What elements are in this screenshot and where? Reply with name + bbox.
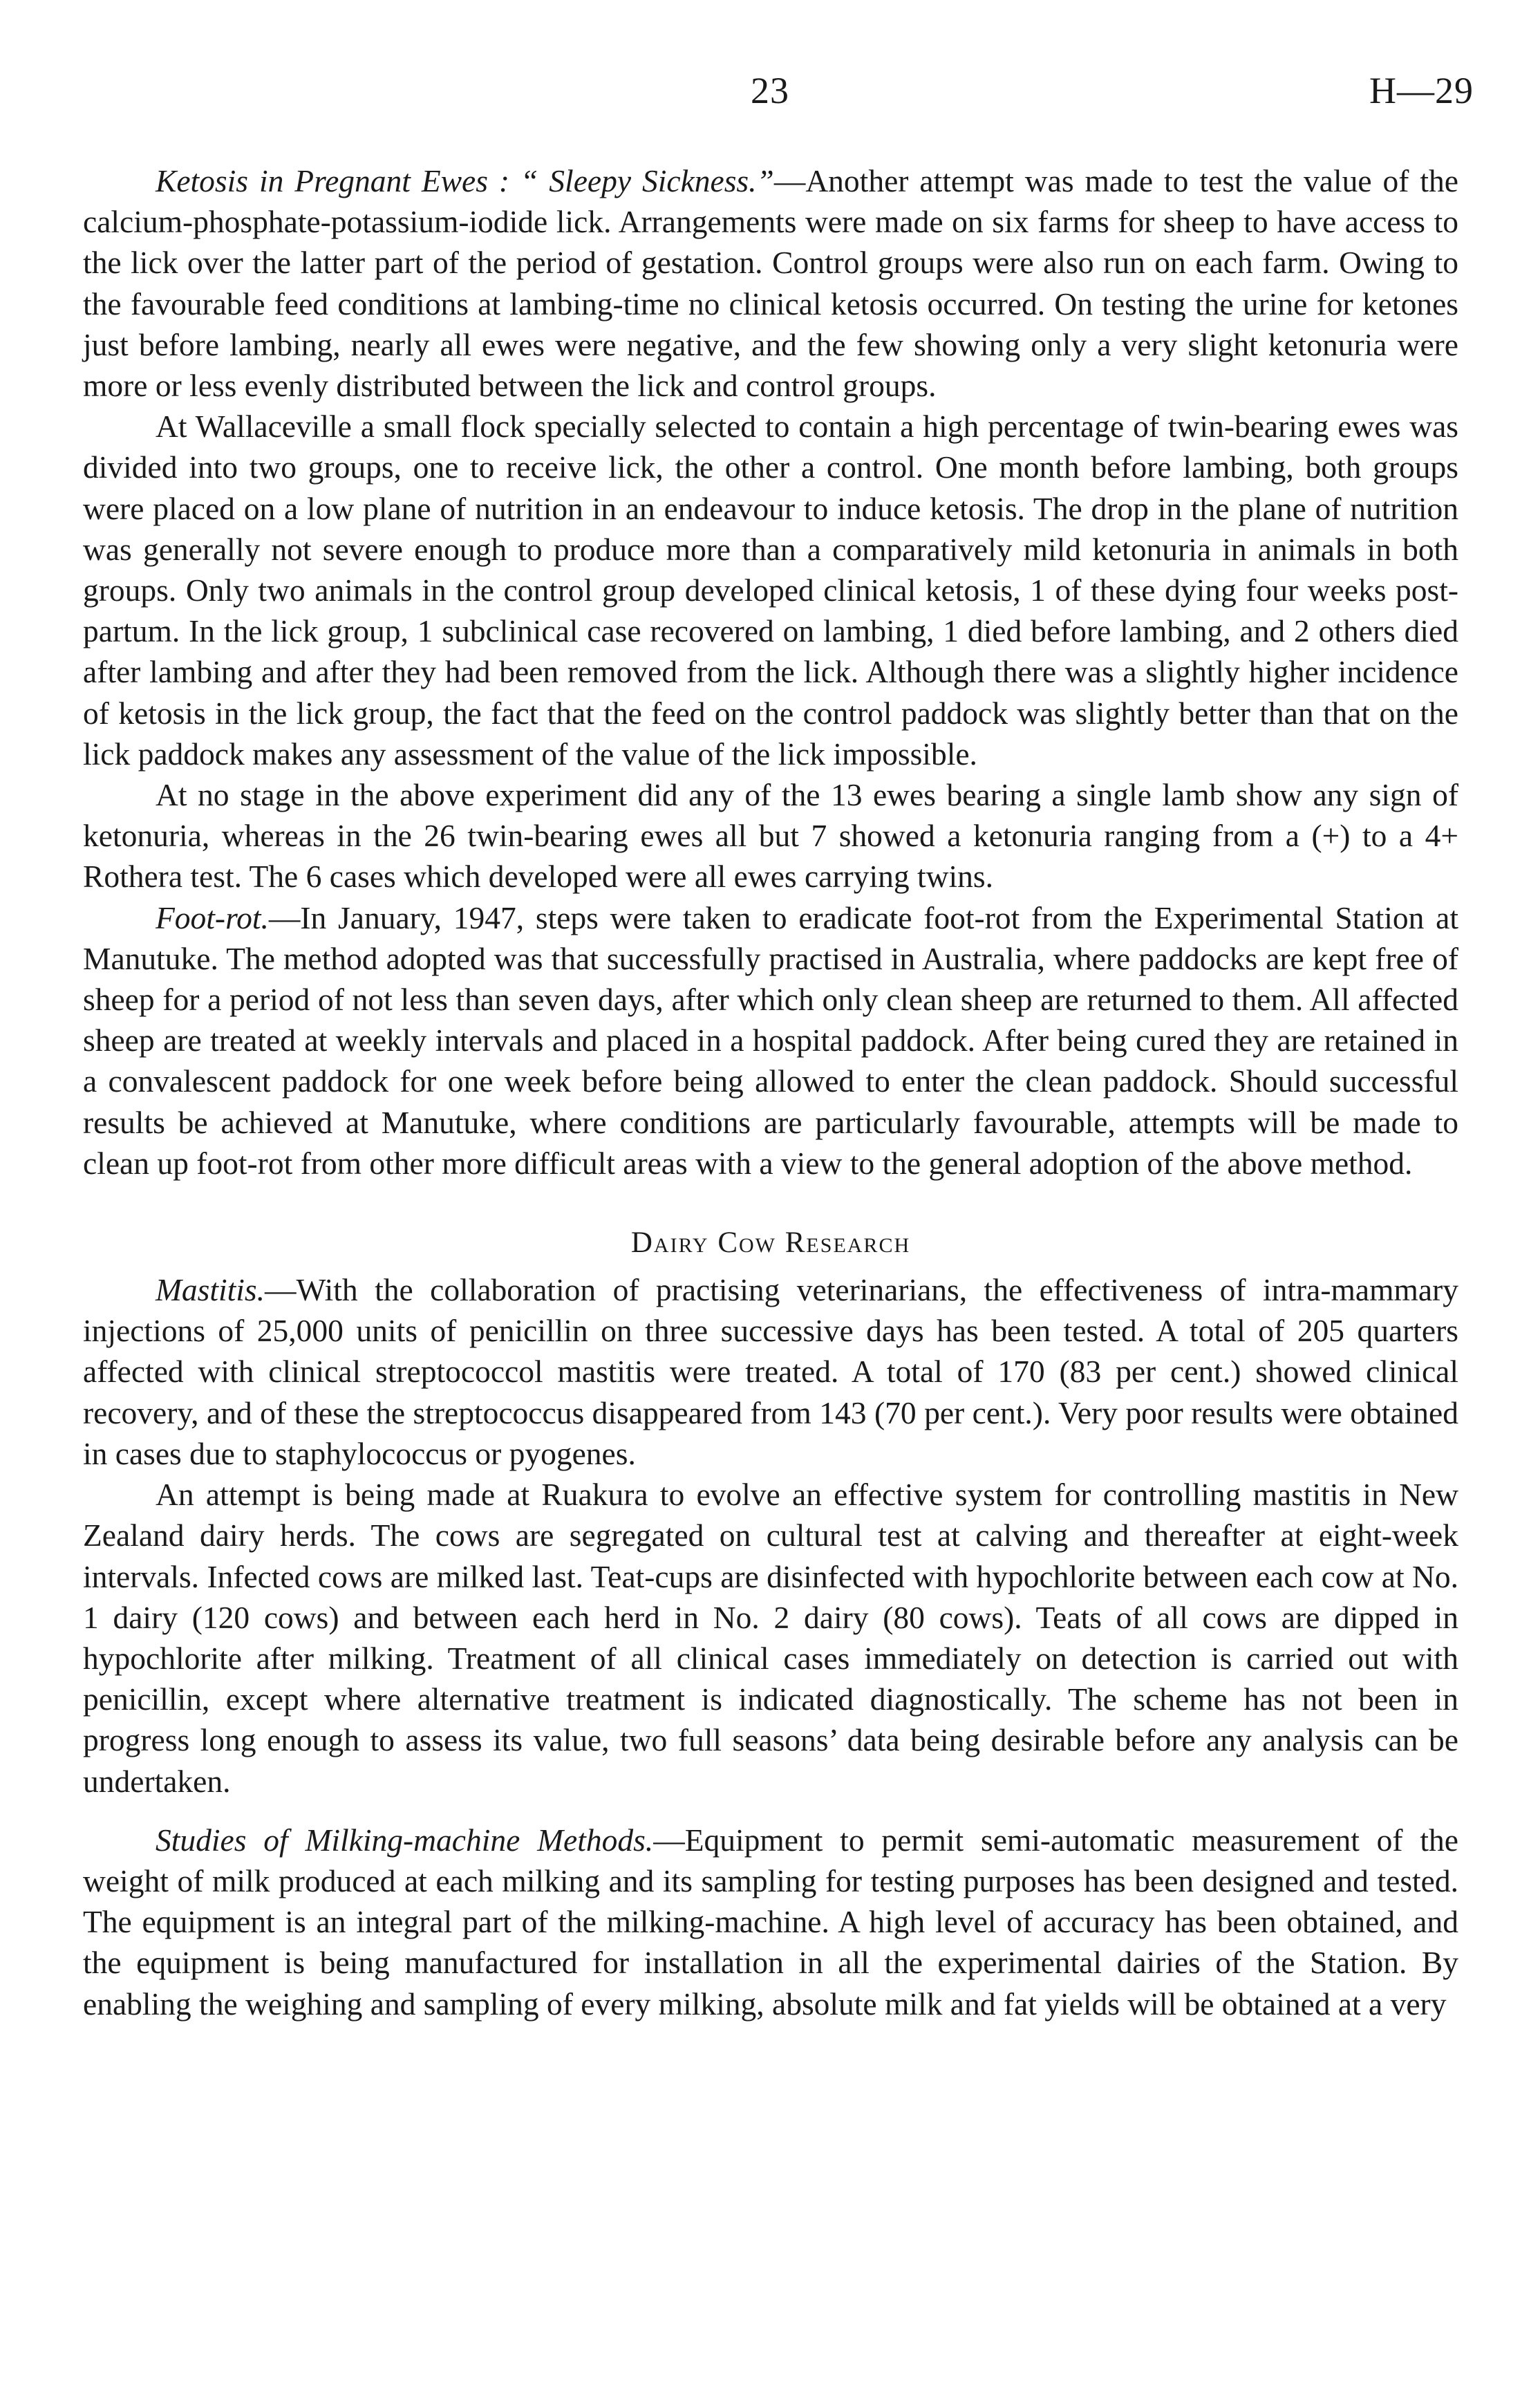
paragraph-wallaceville: At Wallaceville a small flock specially selected to contain a high percentage of twin-bearing ewes was divided into two groups, one to receive lick, the other a control. One month before lambing, both groups were placed on a low plane of nutrition in an endeavour to induce ketosis. The drop in the plane of nutrition was generally not severe enough to produce more than a comparatively mild ketonuria in animals in both groups. Only two animals in the control group developed clinical ketosis, 1 of these dying four weeks post-partum. In the lick group, 1 subclinical case recovered on lambing, 1 died before lambing, and 2 others died after lambing and after they had been removed from the lick. Although there was a slightly higher incidence of ketosis in the lick group, the fact that the feed on the control paddock was slightly better than that on the lick paddock makes any assessment of the value of the lick impossible. [83, 409, 1458, 772]
milking-title: Studies of Milking-machine Methods. [156, 1822, 654, 1858]
paragraph-milking-machine [83, 1820, 1458, 2024]
mastitis-text: —With the collaboration of practising veterinarians, the effectiveness of intra-mammary injections of 25,000 units of penicillin on three successive days has been tested. A total of 205 quarters affected with clinical streptococcol mastitis were treated. A total of 170 (83 per cent.) showed clinical recovery, and of these the streptococcus disappeared from 143 (70 per cent.). Very poor results were obtained in cases due to staphylococcus or pyogenes. [83, 1272, 1458, 1471]
section-heading-dairy-cow-research: Dairy Cow Research [630, 1226, 911, 1260]
milking-text: —Equipment to permit semi-automatic measurement of the weight of milk produced at each milking and its sampling for testing purposes has been designed and tested. The equipment is an integral part of the milking-machine. A high level of accuracy has been obtained, and the equipment is being manufactured for installation in all the experimental dairies of the Station. By enabling the weighing and sampling of every milking, absolute milk and fat yields will be obtained at a very [83, 1822, 1458, 2022]
paragraph-mastitis [83, 1269, 1458, 1474]
body-text [83, 160, 1458, 2024]
ketosis-text: —Another attempt was made to test the value of the calcium-phosphate-potassium-iodide lick. Arrangements were made on six farms for sheep to have access to the lick over the latter part of the period of gestation. Control groups were also run on each farm. Owing to the favourable feed conditions at lambing-time no clinical ketosis occurred. On testing the urine for ketones just before lambing, nearly all ewes were negative, and the few showing only a very slight ketonuria were more or less evenly distributed between the lick and control groups. [83, 163, 1458, 404]
page-number: 23 [751, 70, 789, 111]
foot-rot-title: Foot-rot. [156, 899, 269, 935]
mastitis-title: Mastitis. [156, 1272, 265, 1308]
paragraph-no-stage: At no stage in the above experiment did any of the 13 ewes bearing a single lamb show any sign of ketonuria, whereas in the 26 twin-bearing ewes all but 7 showed a ketonuria ranging from a (+) to a 4+ Rothera test. The 6 cases which developed were all ewes carrying twins. [83, 777, 1458, 895]
ketosis-title: Ketosis in Pregnant Ewes : “ Sleepy Sickness.” [156, 163, 774, 198]
document-code: H—29 [1369, 70, 1474, 111]
paragraph-ruakura: An attempt is being made at Ruakura to evolve an effective system for controlling mastitis in New Zealand dairy herds. The cows are segregated on cultural test at calving and thereafter at eight-week intervals. Infected cows are milked last. Teat-cups are disinfected with hypochlorite between each cow at No. 1 dairy (120 cows) and between each herd in No. 2 dairy (80 cows). Teats of all cows are dipped in hypochlorite after milking. Treatment of all clinical cases immediately on detection is carried out with penicillin, except where alternative treatment is indicated diagnostically. The scheme has not been in progress long enough to assess its value, two full seasons’ data being desirable before any analysis can be undertaken. [83, 1477, 1458, 1799]
paragraph-foot-rot [83, 897, 1458, 1184]
foot-rot-text: —In January, 1947, steps were taken to eradicate foot-rot from the Experimental Station at Manutuke. The method adopted was that successfully practised in Australia, where paddocks are kept free of sheep for a period of not less than seven days, after which only clean sheep are returned to them. All affected sheep are treated at weekly intervals and placed in a hospital paddock. After being cured they are retained in a convalescent paddock for one week before being allowed to enter the clean paddock. Should successful results be achieved at Manutuke, where conditions are particularly favourable, attempts will be made to clean up foot-rot from other more difficult areas with a view to the general adoption of the above method. [83, 899, 1458, 1181]
paragraph-ketosis [83, 160, 1458, 406]
